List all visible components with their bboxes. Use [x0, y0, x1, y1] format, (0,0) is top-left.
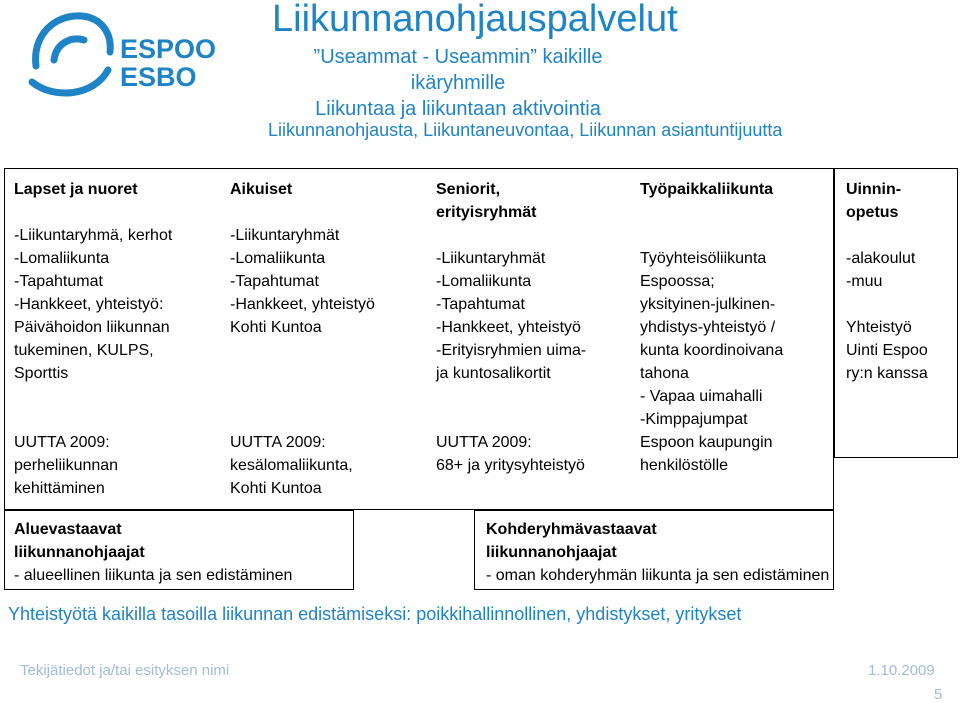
- news-line: kehittäminen: [14, 480, 105, 497]
- list-item: Kohti Kuntoa: [230, 319, 322, 336]
- list-item: -Tapahtumat: [230, 273, 319, 290]
- list-item: -Tapahtumat: [436, 296, 525, 313]
- list-item: tahona: [640, 365, 689, 382]
- column-heading: Lapset ja nuoret: [14, 181, 138, 198]
- subtitle-line-1: ”Useammat - Useammin” kaikille ikäryhmille: [313, 46, 603, 94]
- list-item: -muu: [846, 273, 883, 290]
- list-item: -Liikuntaryhmät: [230, 227, 340, 244]
- list-item: - Vapaa uimahalli: [640, 388, 763, 405]
- list-item: Espoon kaupungin: [640, 434, 773, 451]
- list-item: Päivähoidon liikunnan: [14, 319, 170, 336]
- news-line: UUTTA 2009:: [436, 434, 532, 451]
- news-line: UUTTA 2009:: [14, 434, 110, 451]
- list-item: tukeminen, KULPS,: [14, 342, 154, 359]
- news-line: perheliikunnan: [14, 457, 119, 474]
- column-swimming: [846, 178, 928, 385]
- list-item: -Lomaliikunta: [230, 250, 326, 267]
- column-adults: [230, 178, 375, 500]
- regional-section: [14, 518, 292, 587]
- news-line: 68+ ja yritysyhteistyö: [436, 457, 585, 474]
- list-item: -alakoulut: [846, 250, 916, 267]
- list-item: yhdistys-yhteistyö /: [640, 319, 776, 336]
- column-heading: Seniorit,: [436, 181, 501, 198]
- list-item: Espoossa;: [640, 273, 715, 290]
- column-heading: Uinnin-: [846, 181, 902, 198]
- list-item: yksityinen-julkinen-: [640, 296, 776, 313]
- news-line: UUTTA 2009:: [230, 434, 326, 451]
- cooperation-statement: Yhteistyötä kaikilla tasoilla liikunnan edistämiseksi: poikkihallinnollinen, yhdistykset, yritykset: [8, 604, 742, 624]
- list-item: -Hankkeet, yhteistyö: [436, 319, 581, 336]
- list-item: kunta koordinoivana: [640, 342, 784, 359]
- column-seniors: [436, 178, 586, 477]
- tagline: Liikunnanohjausta, Liikuntaneuvontaa, Liikunnan asiantuntijuutta: [268, 120, 783, 140]
- list-item: Työyhteisöliikunta: [640, 250, 767, 267]
- target-section: [486, 518, 829, 587]
- regional-heading-2: liikunnanohjaajat: [14, 544, 145, 561]
- column-heading: Aikuiset: [230, 181, 293, 198]
- list-item: -Liikuntaryhmät: [436, 250, 546, 267]
- news-line: Kohti Kuntoa: [230, 480, 322, 497]
- column-workplace: [640, 178, 783, 477]
- news-line: ry:n kanssa: [846, 365, 928, 382]
- regional-text: - alueellinen liikunta ja sen edistäminen: [14, 567, 293, 584]
- column-heading: erityisryhmät: [436, 204, 537, 221]
- logo-line-1: ESPOO: [120, 34, 217, 64]
- news-line: kesälomaliikunta,: [230, 457, 353, 474]
- page-title: Liikunnanohjauspalvelut: [272, 0, 678, 40]
- subtitle: [278, 44, 638, 122]
- column-children-youth: [14, 178, 172, 500]
- regional-heading-1: Aluevastaavat: [14, 521, 122, 538]
- subtitle-line-2: Liikuntaa ja liikuntaan aktivointia: [315, 98, 601, 120]
- list-item: -Lomaliikunta: [14, 250, 110, 267]
- list-item: -Hankkeet, yhteistyö:: [14, 296, 164, 313]
- logo-line-2: ESBO: [120, 62, 197, 92]
- news-line: Yhteistyö: [846, 319, 912, 336]
- column-heading: Työpaikkaliikunta: [640, 181, 774, 198]
- footer-date: 1.10.2009: [868, 662, 935, 679]
- target-heading-2: liikunnanohjaajat: [486, 544, 617, 561]
- list-item: Sporttis: [14, 365, 69, 382]
- list-item: henkilöstölle: [640, 457, 729, 474]
- list-item: -Kimppajumpat: [640, 411, 748, 428]
- list-item: -Tapahtumat: [14, 273, 103, 290]
- page-number: 5: [934, 686, 943, 703]
- list-item: -Erityisryhmien uima-: [436, 342, 587, 359]
- news-line: Uinti Espoo: [846, 342, 928, 359]
- espoo-logo: [14, 4, 264, 104]
- footer-author: Tekijätiedot ja/tai esityksen nimi: [20, 662, 230, 679]
- list-item: ja kuntosalikortit: [436, 365, 551, 382]
- list-item: -Lomaliikunta: [436, 273, 532, 290]
- column-heading: opetus: [846, 204, 899, 221]
- target-text: - oman kohderyhmän liikunta ja sen edistäminen: [486, 567, 830, 584]
- list-item: -Liikuntaryhmä, kerhot: [14, 227, 173, 244]
- list-item: -Hankkeet, yhteistyö: [230, 296, 375, 313]
- target-heading-1: Kohderyhmävastaavat: [486, 521, 657, 538]
